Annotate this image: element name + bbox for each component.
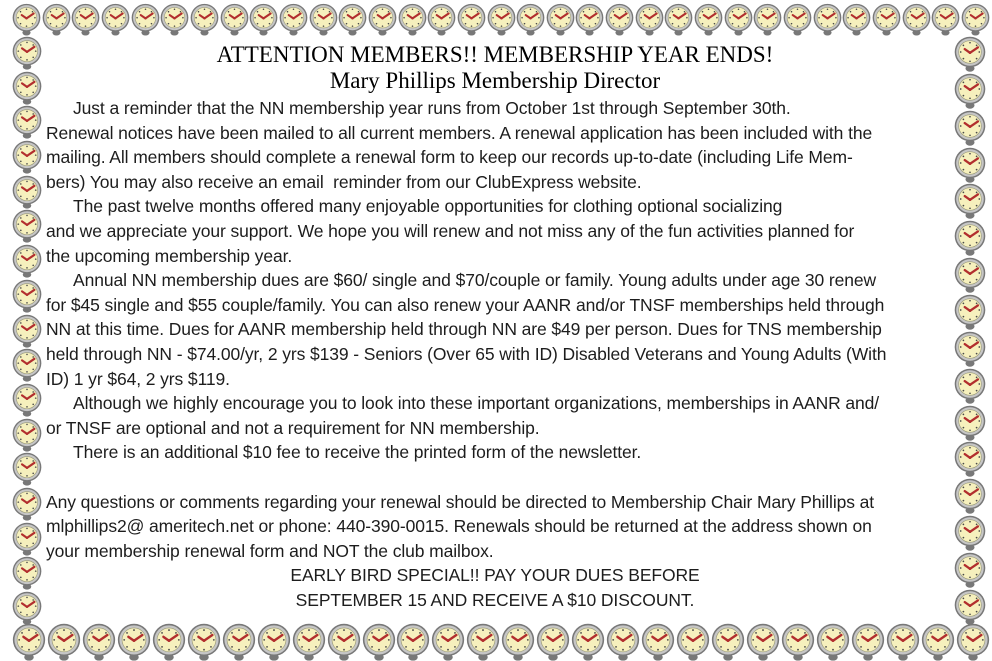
clock-icon (12, 383, 42, 417)
clock-icon (257, 623, 291, 661)
body-line: The past twelve months offered many enjoyable opportunities for clothing optional socializing (73, 196, 783, 217)
clock-icon (851, 623, 885, 661)
notice-title: ATTENTION MEMBERS!! MEMBERSHIP YEAR ENDS! (216, 42, 774, 67)
clock-icon (47, 623, 81, 661)
body-line: Any questions or comments regarding your renewal should be directed to Membership Chair Mary Phillips at (46, 491, 875, 512)
clock-icon (12, 487, 42, 521)
clock-icon (466, 623, 500, 661)
body-line: the upcoming membership year. (46, 245, 293, 266)
clock-icon (954, 220, 986, 256)
body-line: or TNSF are optional and not a requirement for NN membership. (46, 417, 540, 438)
clock-icon (12, 522, 42, 556)
clock-icon (279, 3, 308, 36)
body-line: There is an additional $10 fee to receive the printed form of the newsletter. (73, 442, 642, 463)
clock-icon (961, 3, 990, 36)
clock-icon (781, 623, 815, 661)
body-line: mailing. All members should complete a renewal form to keep our records up-to-date (including Life Mem- (46, 147, 853, 168)
clock-icon (664, 3, 693, 36)
clock-icon (427, 3, 456, 36)
clock-icon (12, 418, 42, 452)
clock-icon (886, 623, 920, 661)
clock-icon (12, 175, 42, 209)
body-lines (46, 96, 944, 612)
clock-icon (711, 623, 745, 661)
clock-border-right (954, 36, 986, 625)
clock-icon (954, 515, 986, 551)
clock-icon (338, 3, 367, 36)
clock-icon (12, 140, 42, 174)
clock-icon (222, 623, 256, 661)
clock-icon (12, 556, 42, 590)
clock-icon (12, 71, 42, 105)
clock-icon (954, 478, 986, 514)
clock-icon (813, 3, 842, 36)
clock-icon (694, 3, 723, 36)
clock-icon (131, 3, 160, 36)
clock-icon (954, 589, 986, 625)
clock-icon (12, 105, 42, 139)
body-line: EARLY BIRD SPECIAL!! PAY YOUR DUES BEFORE (290, 565, 700, 586)
clock-icon (746, 623, 780, 661)
notice-content (46, 42, 944, 612)
clock-icon (12, 3, 41, 36)
clock-icon (501, 623, 535, 661)
clock-icon (842, 3, 871, 36)
body-line: Annual NN membership dues are $60/ single and $70/couple or family. Young adults under age 30 renew (73, 270, 877, 291)
clock-icon (954, 147, 986, 183)
clock-icon (12, 591, 42, 625)
clock-icon (783, 3, 812, 36)
clock-icon (12, 279, 42, 313)
clock-icon (931, 3, 960, 36)
clock-icon (431, 623, 465, 661)
clock-icon (12, 314, 42, 348)
body-line: held through NN - $74.00/yr, 2 yrs $139 - Seniors (Over 65 with ID) Disabled Veterans and Young Adults (With (46, 343, 887, 364)
clock-icon (362, 623, 396, 661)
clock-icon (954, 36, 986, 72)
clock-icon (309, 3, 338, 36)
clock-icon (575, 3, 604, 36)
clock-icon (921, 623, 955, 661)
clock-icon (606, 623, 640, 661)
clock-icon (954, 183, 986, 219)
clock-icon (71, 3, 100, 36)
body-line: for $45 single and $55 couple/family. You can also renew your AANR and/or TNSF memberships held through (46, 294, 885, 315)
body-line: ID) 1 yr $64, 2 yrs $119. (46, 368, 230, 389)
clock-icon (954, 552, 986, 588)
clock-icon (954, 73, 986, 109)
clock-icon (753, 3, 782, 36)
body-line (46, 465, 944, 490)
clock-icon (902, 3, 931, 36)
body-line: Although we highly encourage you to look into these important organizations, memberships in AANR and/ (73, 393, 880, 414)
notice-subtitle: Mary Phillips Membership Director (329, 68, 661, 93)
clock-icon (954, 294, 986, 330)
clock-icon (954, 405, 986, 441)
clock-icon (12, 209, 42, 243)
clock-icon (187, 623, 221, 661)
body-line: your membership renewal form and NOT the club mailbox. (46, 540, 494, 561)
clock-icon (396, 623, 430, 661)
clock-icon (956, 623, 990, 661)
clock-icon (12, 244, 42, 278)
clock-icon (101, 3, 130, 36)
clock-icon (641, 623, 675, 661)
clock-icon (872, 3, 901, 36)
clock-icon (571, 623, 605, 661)
clock-icon (190, 3, 219, 36)
clock-icon (546, 3, 575, 36)
clock-icon (12, 36, 42, 70)
clock-icon (536, 623, 570, 661)
clock-icon (12, 452, 42, 486)
clock-border-bottom (12, 623, 990, 661)
body-line: mlphillips2@ ameritech.net or phone: 440-390-0015. Renewals should be returned at the address shown on (46, 516, 872, 537)
clock-icon (954, 257, 986, 293)
clock-icon (954, 441, 986, 477)
clock-icon (152, 623, 186, 661)
clock-icon (82, 623, 116, 661)
clock-icon (160, 3, 189, 36)
clock-border-top (12, 3, 990, 36)
clock-icon (635, 3, 664, 36)
clock-icon (516, 3, 545, 36)
clock-icon (117, 623, 151, 661)
clock-icon (954, 331, 986, 367)
clock-border-left (12, 36, 42, 625)
body-line: NN at this time. Dues for AANR membership held through NN are $49 per person. Dues for TNS membership (46, 319, 882, 340)
clock-icon (368, 3, 397, 36)
clock-icon (42, 3, 71, 36)
body-line: Renewal notices have been mailed to all current members. A renewal application has been included with the (46, 122, 873, 143)
clock-icon (605, 3, 634, 36)
clock-icon (327, 623, 361, 661)
clock-icon (12, 623, 46, 661)
body-line: bers) You may also receive an email reminder from our ClubExpress website. (46, 171, 642, 192)
clock-icon (724, 3, 753, 36)
clock-icon (398, 3, 427, 36)
body-line: Just a reminder that the NN membership year runs from October 1st through September 30th. (73, 98, 791, 118)
clock-icon (292, 623, 326, 661)
clock-icon (816, 623, 850, 661)
clock-icon (12, 348, 42, 382)
clock-icon (954, 368, 986, 404)
clock-icon (457, 3, 486, 36)
clock-icon (220, 3, 249, 36)
clock-icon (249, 3, 278, 36)
body-line: SEPTEMBER 15 AND RECEIVE A $10 DISCOUNT. (295, 589, 695, 610)
clock-icon (487, 3, 516, 36)
body-line: and we appreciate your support. We hope you will renew and not miss any of the fun activities planned for (46, 220, 855, 241)
clock-icon (676, 623, 710, 661)
clock-icon (954, 110, 986, 146)
